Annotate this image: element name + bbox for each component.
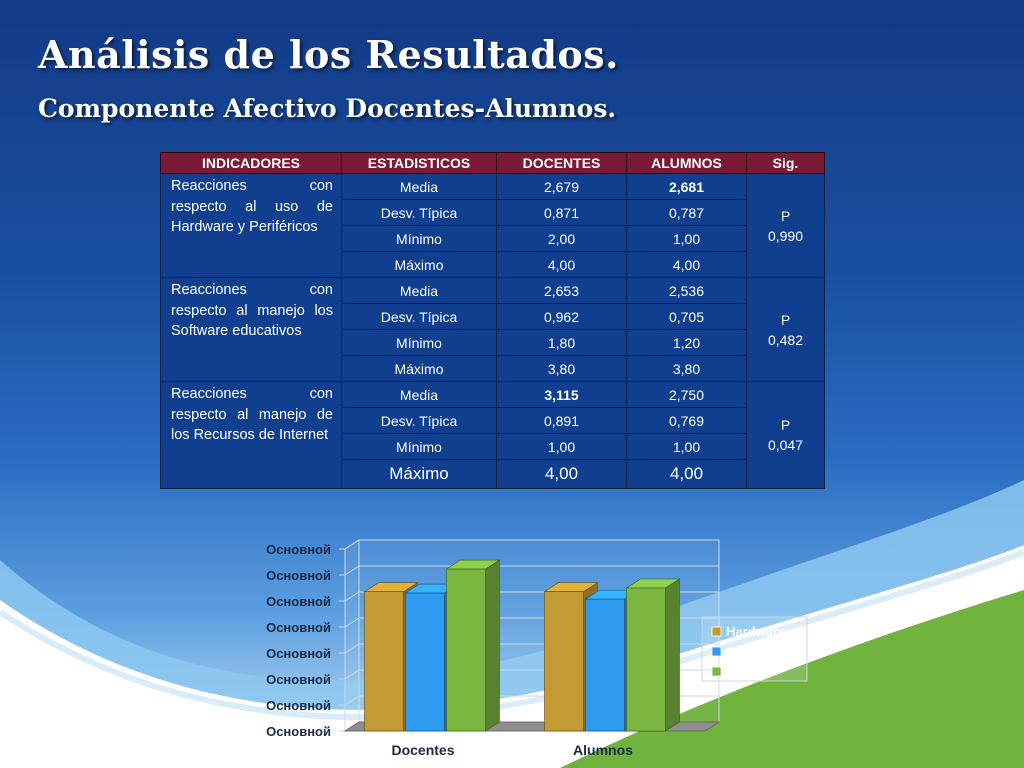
docentes-value: 0,962 xyxy=(497,304,627,330)
alumnos-value: 2,536 xyxy=(627,278,747,304)
stat-label: Mínimo xyxy=(342,434,497,460)
sig-value: 0,482 xyxy=(767,331,804,348)
docentes-value: 1,00 xyxy=(497,434,627,460)
y-tick-label: Основной xyxy=(266,672,331,687)
sig-hardware xyxy=(747,174,825,278)
chart-side-wall xyxy=(345,540,359,731)
docentes-value: 4,00 xyxy=(497,252,627,278)
sig-label: P xyxy=(780,311,791,328)
stat-label: Media xyxy=(342,382,497,408)
stat-label: Desv. Típica xyxy=(342,304,497,330)
legend-label-hardware: Hardware xyxy=(726,624,786,639)
bar-chart xyxy=(240,535,830,765)
stat-label: Desv. Típica xyxy=(342,408,497,434)
bar-side-internet-docentes xyxy=(486,560,500,731)
bar-hardware-alumnos xyxy=(545,592,584,731)
sig-value: 0,047 xyxy=(767,437,804,453)
alumnos-value: 4,00 xyxy=(627,460,747,489)
docentes-value: 4,00 xyxy=(497,460,627,489)
sig-internet xyxy=(747,382,825,489)
y-tick-label: Основной xyxy=(266,594,331,609)
sig-software xyxy=(747,278,825,382)
docentes-value: 2,679 xyxy=(497,174,627,200)
stat-label: Mínimo xyxy=(342,226,497,252)
sig-value: 0,990 xyxy=(767,227,804,244)
slide-title: Análisis de los Resultados. xyxy=(38,32,619,77)
y-tick-label: Основной xyxy=(266,646,331,661)
alumnos-value: 4,00 xyxy=(627,252,747,278)
bar-internet-docentes xyxy=(447,569,486,731)
indicator-hardware: Reacciones con respecto al uso de Hardware y Periféricos xyxy=(161,174,342,278)
alumnos-value: 1,20 xyxy=(627,330,747,356)
alumnos-value: 1,00 xyxy=(627,434,747,460)
legend-label-software: Software xyxy=(726,644,781,659)
legend-label-internet: Internet xyxy=(726,664,774,679)
y-tick-label: Основной xyxy=(266,568,331,583)
alumnos-value: 3,80 xyxy=(627,356,747,382)
table-row xyxy=(161,382,825,408)
header-sig: Sig. xyxy=(747,153,825,174)
x-tick-label: Alumnos xyxy=(573,742,633,758)
docentes-value: 2,653 xyxy=(497,278,627,304)
header-docentes: DOCENTES xyxy=(497,153,627,174)
header-indicadores: INDICADORES xyxy=(161,153,342,174)
results-table xyxy=(160,152,825,489)
legend-swatch-hardware xyxy=(712,627,721,636)
table-row xyxy=(161,174,825,200)
docentes-value: 2,00 xyxy=(497,226,627,252)
bar-software-docentes xyxy=(406,593,445,731)
stat-label: Máximo xyxy=(342,356,497,382)
alumnos-value: 1,00 xyxy=(627,226,747,252)
bar-side-internet-alumnos xyxy=(666,579,680,731)
header-estadisticos: ESTADISTICOS xyxy=(342,153,497,174)
indicator-internet: Reacciones con respecto al manejo de los Recursos de Internet xyxy=(161,382,342,489)
y-tick-label: Основной xyxy=(266,724,331,739)
header-alumnos: ALUMNOS xyxy=(627,153,747,174)
stat-label: Máximo xyxy=(342,252,497,278)
y-tick-label: Основной xyxy=(266,620,331,635)
x-tick-label: Docentes xyxy=(391,742,455,758)
bar-software-alumnos xyxy=(586,599,625,731)
legend-swatch-internet xyxy=(712,667,721,676)
indicator-software: Reacciones con respecto al manejo los Software educativos xyxy=(161,278,342,382)
y-tick-label: Основной xyxy=(266,698,331,713)
docentes-value: 3,115 xyxy=(497,382,627,408)
table-header-row xyxy=(161,153,825,174)
alumnos-value: 0,769 xyxy=(627,408,747,434)
alumnos-value: 0,787 xyxy=(627,200,747,226)
table-row xyxy=(161,278,825,304)
docentes-value: 3,80 xyxy=(497,356,627,382)
y-tick-label: Основной xyxy=(266,542,331,557)
sig-label: P xyxy=(780,417,791,433)
alumnos-value: 0,705 xyxy=(627,304,747,330)
stat-label: Media xyxy=(342,174,497,200)
sig-label: P xyxy=(780,207,791,224)
stat-label: Desv. Típica xyxy=(342,200,497,226)
stat-label: Mínimo xyxy=(342,330,497,356)
stat-label: Máximo xyxy=(342,460,497,489)
bar-hardware-docentes xyxy=(365,592,404,731)
docentes-value: 1,80 xyxy=(497,330,627,356)
alumnos-value: 2,750 xyxy=(627,382,747,408)
stat-label: Media xyxy=(342,278,497,304)
legend-swatch-software xyxy=(712,647,721,656)
bar-internet-alumnos xyxy=(627,588,666,731)
docentes-value: 0,891 xyxy=(497,408,627,434)
docentes-value: 0,871 xyxy=(497,200,627,226)
slide-subtitle: Componente Afectivo Docentes-Alumnos. xyxy=(38,94,617,123)
alumnos-value: 2,681 xyxy=(627,174,747,200)
